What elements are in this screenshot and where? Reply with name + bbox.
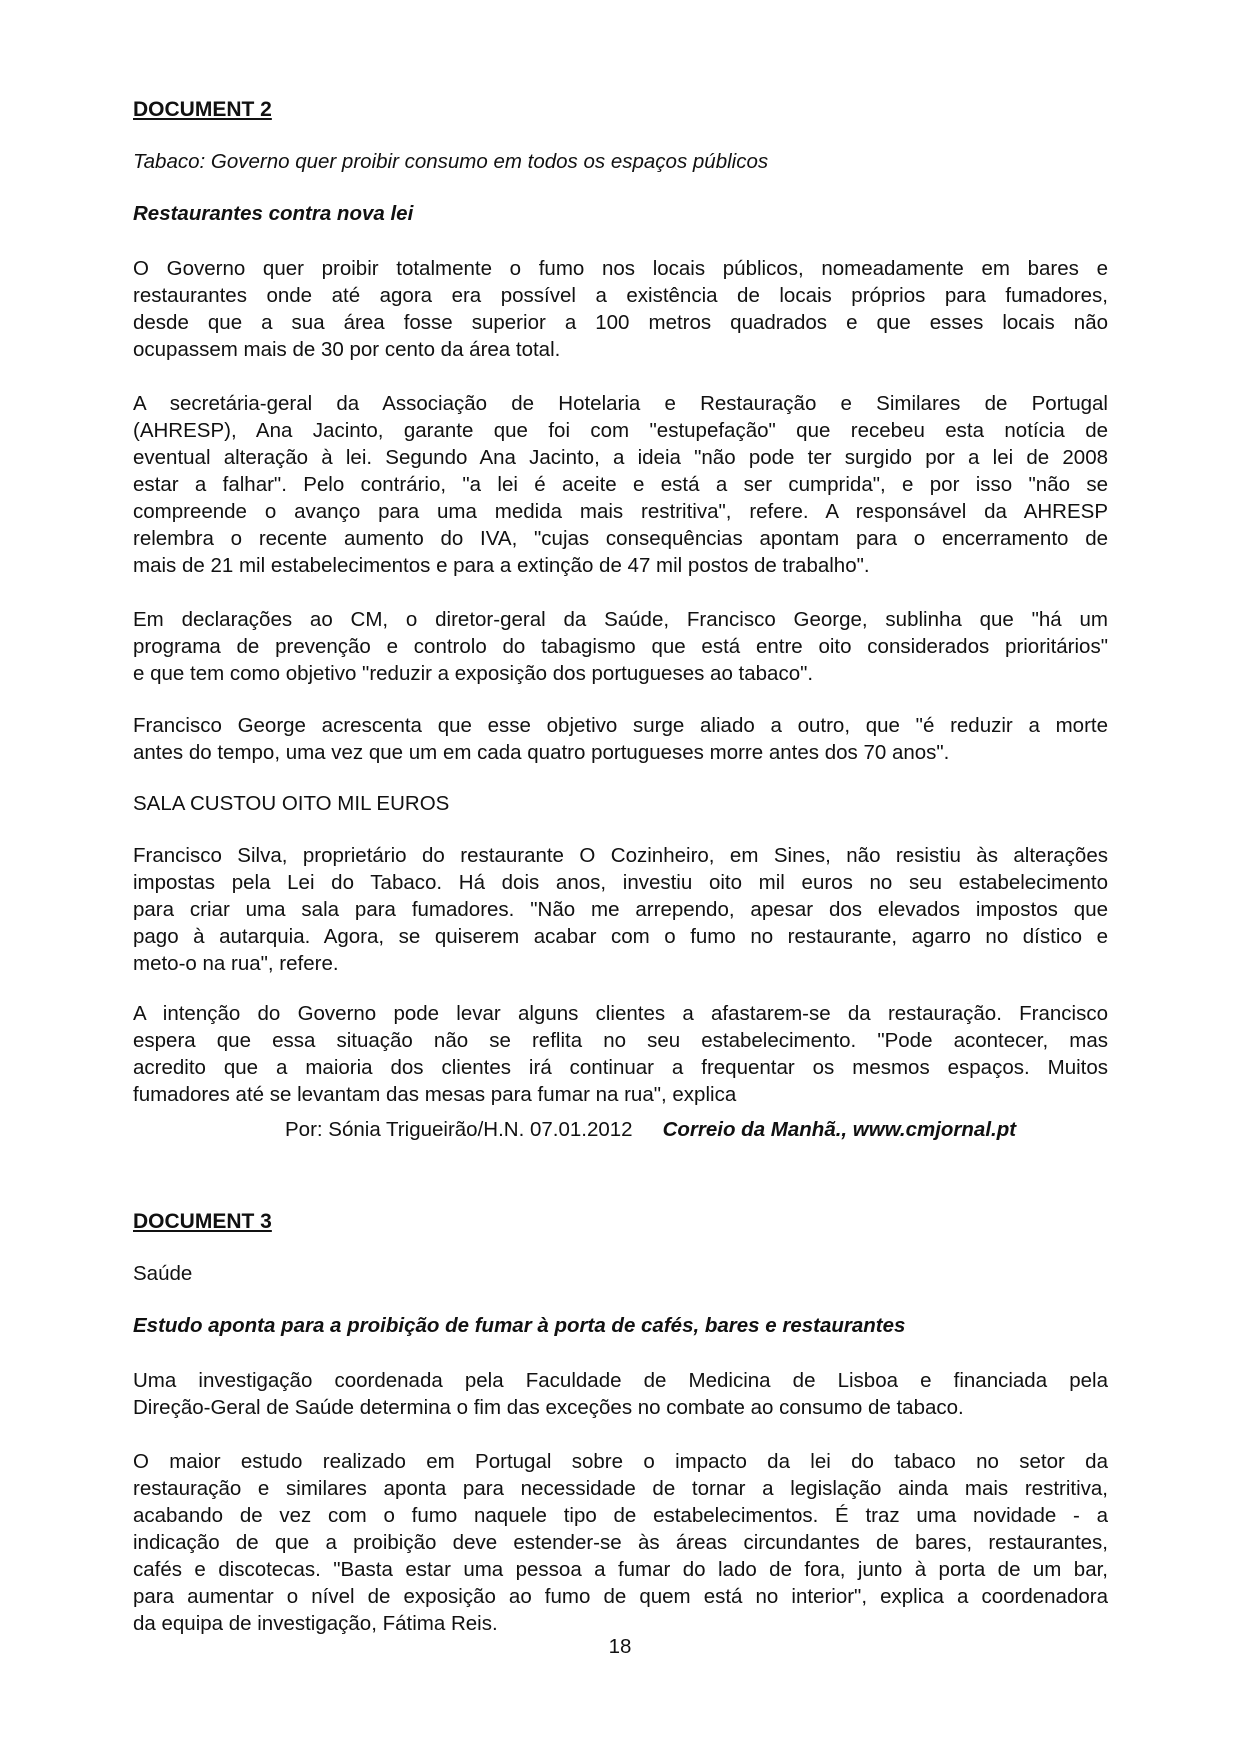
- paragraph-line: A secretária-geral da Associação de Hotelaria e Restauração e Similares de Portugal: [133, 392, 1108, 415]
- paragraph-line: Francisco George acrescenta que esse objetivo surge aliado a outro, que "é reduzir a morte: [133, 714, 1108, 737]
- paragraph-line: pago à autarquia. Agora, se quiserem acabar com o fumo no restaurante, agarro no dístico e: [133, 925, 1108, 948]
- source-author: Por: Sónia Trigueirão/H.N. 07.01.2012: [285, 1118, 633, 1141]
- paragraph-line: fumadores até se levantam das mesas para fumar na rua", explica: [133, 1083, 737, 1106]
- document-2-source: [285, 1118, 1016, 1142]
- document-3-subtitle: Saúde: [133, 1262, 193, 1285]
- paragraph-line: e que tem como objetivo "reduzir a exposição dos portugueses ao tabaco".: [133, 662, 814, 685]
- paragraph-line: estar a falhar". Pelo contrário, "a lei é aceite e está a ser cumprida", e por isso "não se: [133, 473, 1108, 496]
- paragraph-line: antes do tempo, uma vez que um em cada quatro portugueses morre antes dos 70 anos".: [133, 741, 950, 764]
- document-2-paragraph-4: [133, 712, 1108, 766]
- paragraph-line: O maior estudo realizado em Portugal sobre o impacto da lei do tabaco no setor da: [133, 1450, 1108, 1473]
- paragraph-line: restauração e similares aponta para necessidade de tornar a legislação ainda mais restritiva,: [133, 1477, 1108, 1500]
- document-2-paragraph-3: [133, 606, 1108, 687]
- document-2-paragraph-6: [133, 1000, 1108, 1108]
- paragraph-line: para aumentar o nível de exposição ao fumo de quem está no interior", explica a coordenadora: [133, 1585, 1108, 1608]
- paragraph-line: relembra o recente aumento do IVA, "cujas consequências apontam para o encerramento de: [133, 527, 1108, 550]
- paragraph-line: Francisco Silva, proprietário do restaurante O Cozinheiro, em Sines, não resistiu às alterações: [133, 844, 1108, 867]
- paragraph-line: compreende o avanço para uma medida mais restritiva", refere. A responsável da AHRESP: [133, 500, 1108, 523]
- document-2-paragraph-2: [133, 390, 1108, 579]
- paragraph-line: cafés e discotecas. "Basta estar uma pessoa a fumar do lado de fora, junto à porta de um bar,: [133, 1558, 1108, 1581]
- paragraph-line: meto-o na rua", refere.: [133, 952, 339, 975]
- paragraph-line: ocupassem mais de 30 por cento da área total.: [133, 338, 561, 361]
- paragraph-line: (AHRESP), Ana Jacinto, garante que foi com "estupefação" que recebeu esta notícia de: [133, 419, 1108, 442]
- paragraph-line: mais de 21 mil estabelecimentos e para a extinção de 47 mil postos de trabalho".: [133, 554, 870, 577]
- paragraph-line: espera que essa situação não se reflita no seu estabelecimento. "Pode acontecer, mas: [133, 1029, 1108, 1052]
- document-2-paragraph-5: [133, 842, 1108, 977]
- page-number: 18: [608, 1635, 632, 1658]
- document-3-heading: DOCUMENT 3: [133, 1210, 272, 1233]
- paragraph-line: para criar uma sala para fumadores. "Não me arrependo, apesar dos elevados impostos que: [133, 898, 1108, 921]
- paragraph-line: acredito que a maioria dos clientes irá continuar a frequentar os mesmos espaços. Muitos: [133, 1056, 1108, 1079]
- paragraph-line: impostas pela Lei do Tabaco. Há dois anos, investiu oito mil euros no seu estabelecimento: [133, 871, 1108, 894]
- document-2-heading: DOCUMENT 2: [133, 98, 272, 121]
- paragraph-line: indicação de que a proibição deve estender-se às áreas circundantes de bares, restaurantes,: [133, 1531, 1108, 1554]
- document-2-subtitle: Tabaco: Governo quer proibir consumo em todos os espaços públicos: [133, 150, 769, 173]
- source-newspaper: Correio da Manhã., www.cmjornal.pt: [662, 1118, 1017, 1141]
- paragraph-line: restaurantes onde até agora era possível a existência de locais próprios para fumadores,: [133, 284, 1108, 307]
- paragraph-line: Uma investigação coordenada pela Faculdade de Medicina de Lisboa e financiada pela: [133, 1369, 1108, 1392]
- paragraph-line: acabando de vez com o fumo naquele tipo de estabelecimentos. É traz uma novidade - a: [133, 1504, 1108, 1527]
- paragraph-line: A intenção do Governo pode levar alguns clientes a afastarem-se da restauração. Francisco: [133, 1002, 1108, 1025]
- document-2-paragraph-1: [133, 255, 1108, 363]
- paragraph-line: programa de prevenção e controlo do tabagismo que está entre oito considerados prioritários": [133, 635, 1108, 658]
- paragraph-line: Direção-Geral de Saúde determina o fim das exceções no combate ao consumo de tabaco.: [133, 1396, 964, 1419]
- paragraph-line: O Governo quer proibir totalmente o fumo nos locais públicos, nomeadamente em bares e: [133, 257, 1108, 280]
- paragraph-line: eventual alteração à lei. Segundo Ana Jacinto, a ideia "não pode ter surgido por a lei de 2008: [133, 446, 1108, 469]
- document-3-title: Estudo aponta para a proibição de fumar à porta de cafés, bares e restaurantes: [133, 1314, 906, 1337]
- paragraph-line: da equipa de investigação, Fátima Reis.: [133, 1612, 498, 1635]
- document-2-section-heading: SALA CUSTOU OITO MIL EUROS: [133, 792, 450, 815]
- paragraph-line: Em declarações ao CM, o diretor-geral da Saúde, Francisco George, sublinha que "há um: [133, 608, 1108, 631]
- paragraph-line: desde que a sua área fosse superior a 100 metros quadrados e que esses locais não: [133, 311, 1108, 334]
- document-3-paragraph-2: [133, 1448, 1108, 1637]
- document-2-title: Restaurantes contra nova lei: [133, 202, 414, 225]
- document-3-paragraph-1: [133, 1367, 1108, 1421]
